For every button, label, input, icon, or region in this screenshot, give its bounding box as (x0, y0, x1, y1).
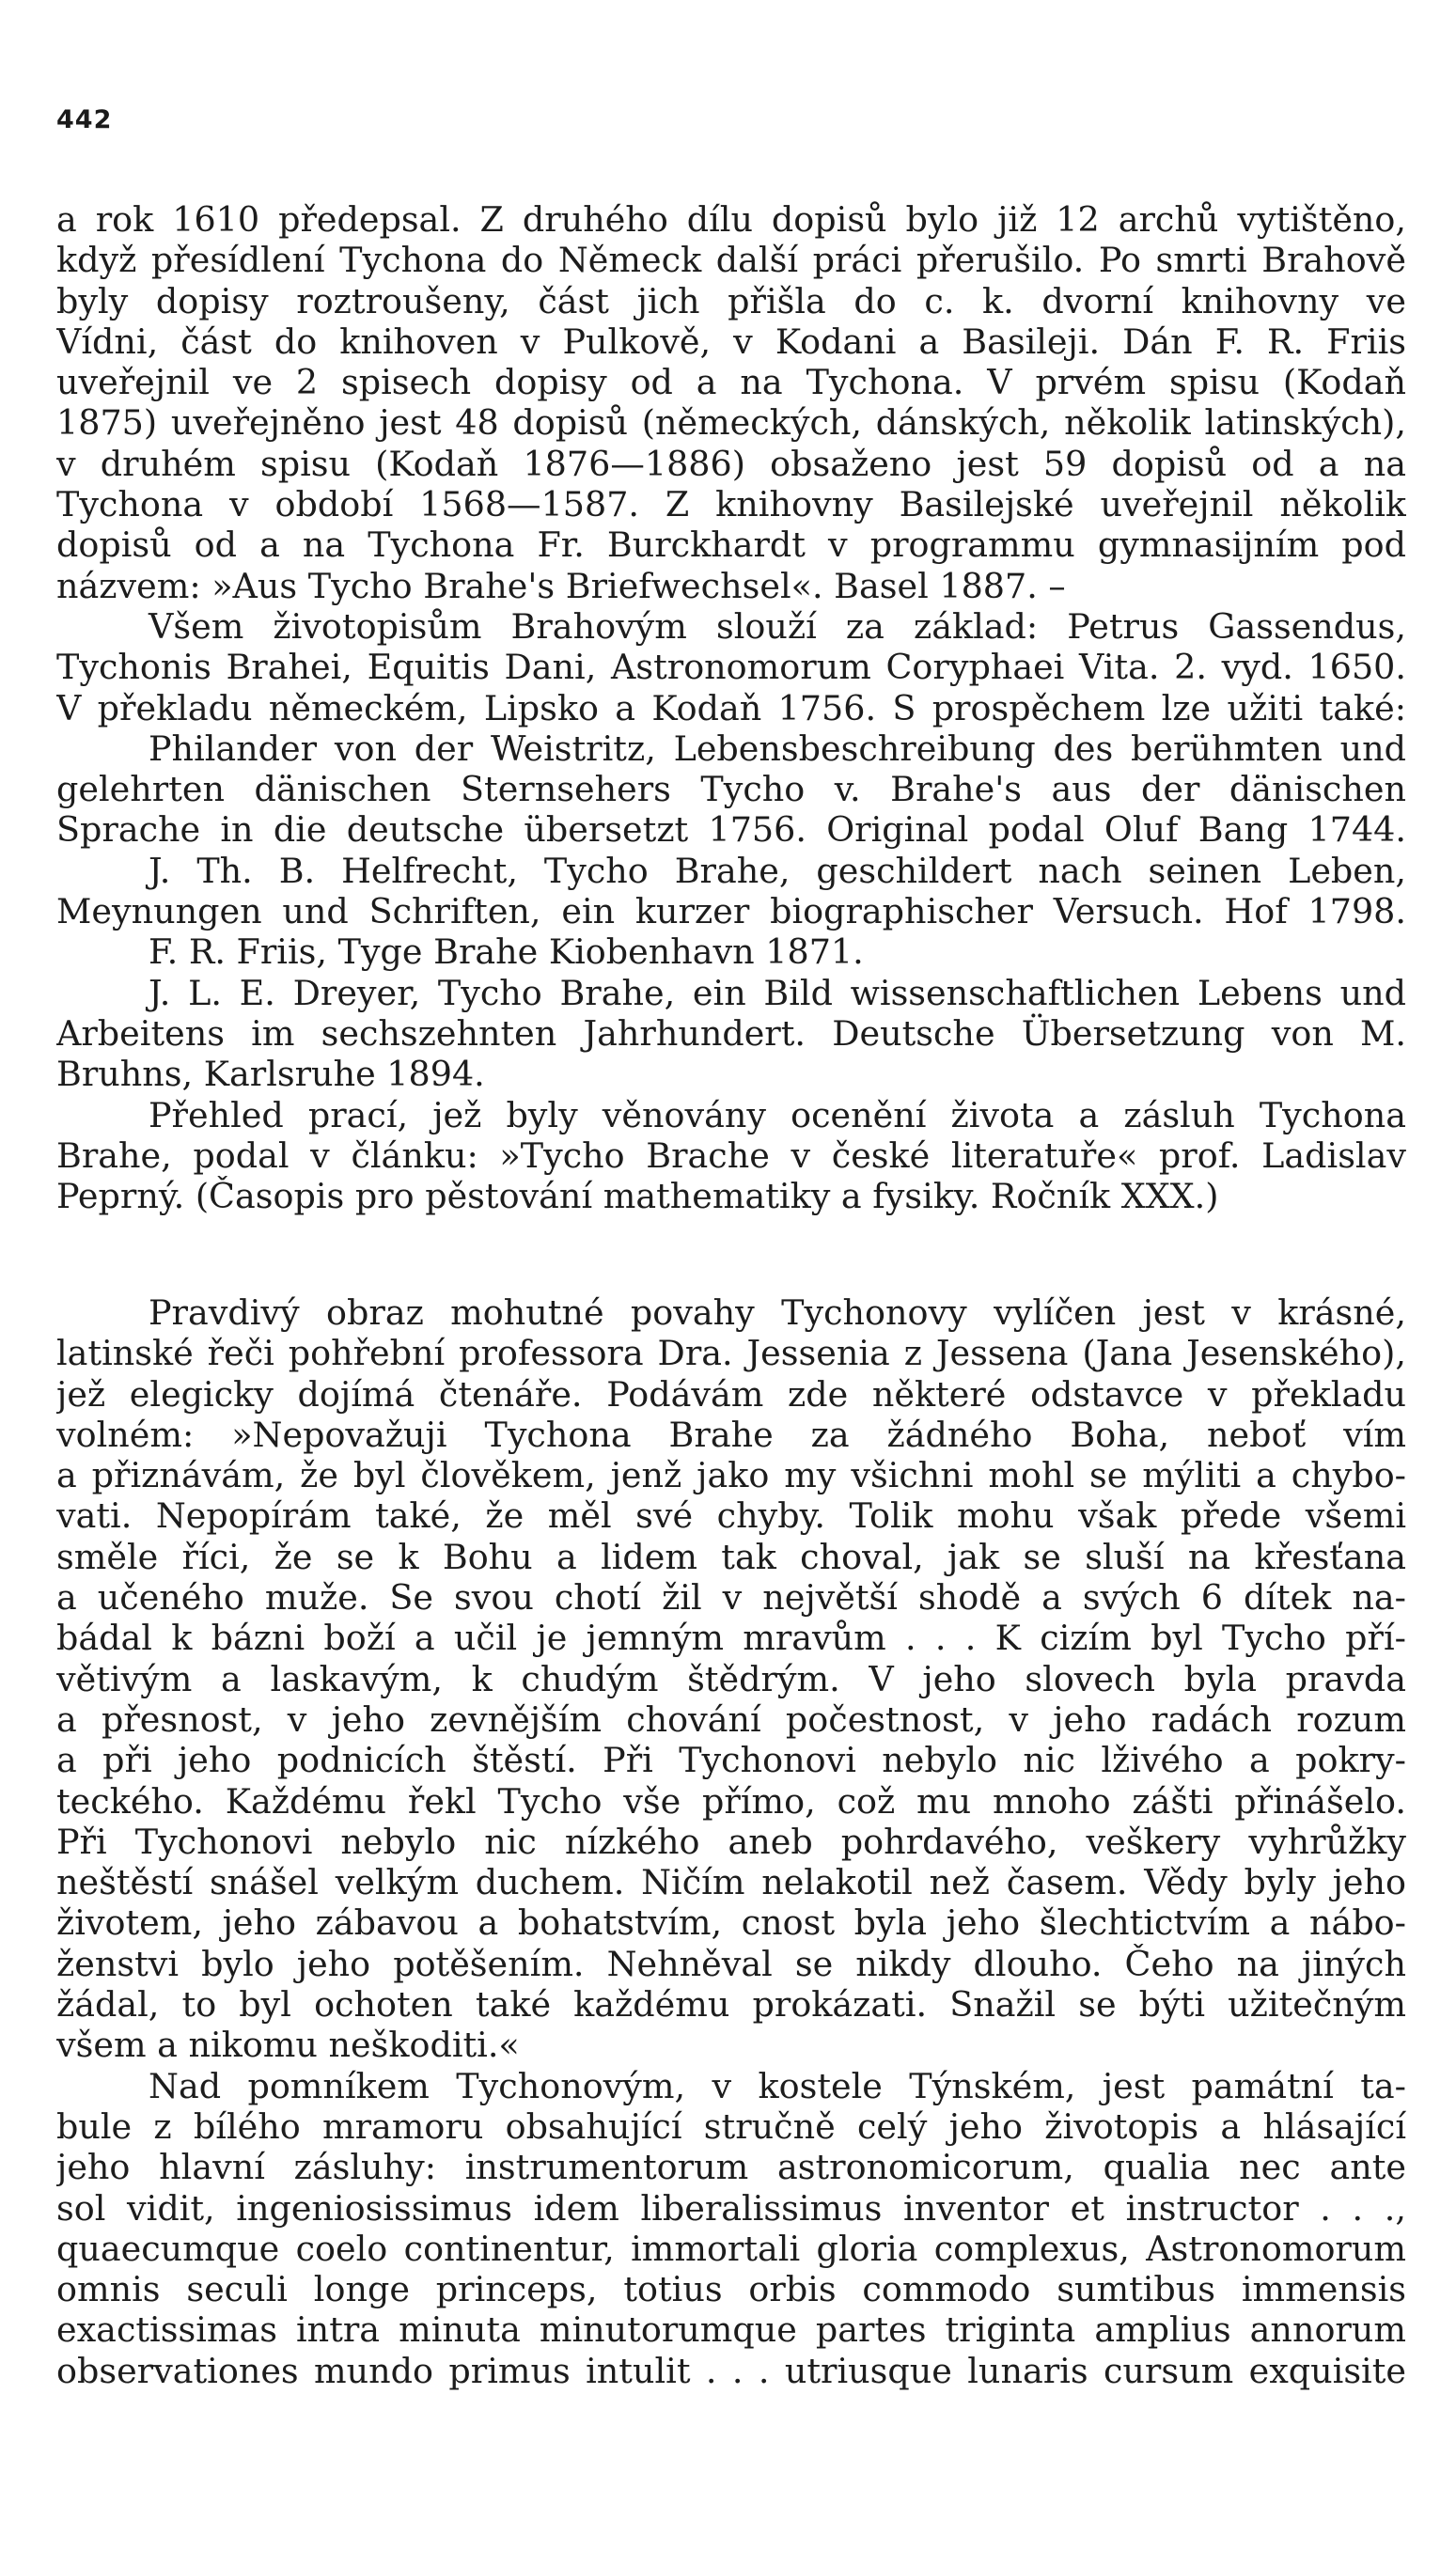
text-line: Arbeitens im sechszehnten Jahrhundert. Deutsche Übersetzung von M. (56, 1012, 1406, 1054)
text-line: když přesídlení Tychona do Německ další práci přerušilo. Po smrti Brahově (56, 240, 1406, 281)
text-line: Meynungen und Schriften, ein kurzer biographischer Versuch. Hof 1798. (56, 891, 1406, 932)
text-line: Sprache in die deutsche übersetzt 1756. Original podal Oluf Bang 1744. (56, 809, 1406, 851)
text-line: žádal, to byl ochoten také každému prokázati. Snažil se býti užitečným (56, 1984, 1406, 2026)
text-line: vati. Nepopírám také, že měl své chyby. Tolik mohu však přede všemi (56, 1495, 1406, 1537)
text-line: exactissimas intra minuta minutorumque partes triginta amplius annorum (56, 2309, 1406, 2351)
text-line: Vídni, část do knihoven v Pulkově, v Kodani a Basileji. Dán F. R. Friis (56, 321, 1406, 362)
text-line: V překladu německém, Lipsko a Kodaň 1756. S prospěchem lze užiti také: (56, 687, 1406, 728)
text-line: 1875) uveřejněno jest 48 dopisů (německých, dánských, několik latinských), (56, 402, 1406, 444)
text-line: bule z bílého mramoru obsahující stručně celý jeho životopis a hlásající (56, 2105, 1406, 2147)
text-line: sol vidit, ingeniosissimus idem liberalissimus inventor et instructor . . ., (56, 2187, 1406, 2229)
text-line: a rok 1610 předepsal. Z druhého dílu dopisů bylo již 12 archů vytištěno, (56, 199, 1406, 240)
text-line: dopisů od a na Tychona Fr. Burckhardt v programmu gymnasijním pod (56, 524, 1406, 566)
text-line: teckého. Každému řekl Tycho vše přímo, což mu mnoho zášti přinášelo. (56, 1780, 1406, 1822)
text-line: a přiznávám, že byl člověkem, jenž jako my všichni mohl se mýliti a chybo- (56, 1455, 1406, 1496)
text-line: jeho hlavní zásluhy: instrumentorum astronomicorum, qualia nec ante (56, 2147, 1406, 2188)
text-line: větivým a laskavým, k chudým štědrým. V jeho slovech byla pravda (56, 1658, 1406, 1699)
text-line: J. Th. B. Helfrecht, Tycho Brahe, geschildert nach seinen Leben, (149, 850, 1406, 891)
text-line: směle říci, že se k Bohu a lidem tak choval, jak se sluší na křesťana (56, 1536, 1406, 1577)
text-line: bádal k bázni boží a učil je jemným mravům . . . K cizím byl Tycho pří- (56, 1618, 1406, 1659)
text-line: Peprný. (Časopis pro pěstování mathematiky a fysiky. Ročník XXX.) (56, 1176, 1219, 1217)
text-line: Bruhns, Karlsruhe 1894. (56, 1054, 485, 1095)
text-line: jež elegicky dojímá čtenáře. Podávám zde některé odstavce v překladu (56, 1373, 1406, 1415)
text-line: F. R. Friis, Tyge Brahe Kiobenhavn 1871. (149, 931, 864, 973)
text-line: ženstvi bylo jeho potěšením. Nehněval se nikdy dlouho. Čeho na jiných (56, 1943, 1406, 1984)
text-line: všem a nikomu neškoditi.« (56, 2025, 520, 2066)
text-line: názvem: »Aus Tycho Brahe's Briefwechsel«. Basel 1887. – (56, 565, 1066, 606)
text-line: neštěstí snášel velkým duchem. Ničím nelakotil než časem. Vědy byly jeho (56, 1862, 1406, 1903)
text-line: latinské řeči pohřební professora Dra. Jessenia z Jessena (Jana Jesenského), (56, 1333, 1406, 1374)
page-number: 442 (56, 105, 113, 134)
text-line: uveřejnil ve 2 spisech dopisy od a na Tychona. V prvém spisu (Kodaň (56, 362, 1406, 403)
text-line: životem, jeho zábavou a bohatstvím, cnost byla jeho šlechtictvím a nábo- (56, 1902, 1406, 1944)
text-line: Přehled prací, jež byly věnovány ocenění života a zásluh Tychona (149, 1094, 1406, 1135)
text-line: byly dopisy roztroušeny, část jich přišla do c. k. dvorní knihovny ve (56, 280, 1406, 321)
text-line: Pravdivý obraz mohutné povahy Tychonovy vylíčen jest v krásné, (149, 1292, 1406, 1333)
text-line: Philander von der Weistritz, Lebensbeschreibung des berühmten und (149, 728, 1406, 769)
text-line: v druhém spisu (Kodaň 1876—1886) obsaženo jest 59 dopisů od a na (56, 443, 1406, 484)
text-line: J. L. E. Dreyer, Tycho Brahe, ein Bild wissenschaftlichen Lebens und (149, 972, 1406, 1013)
text-line: a přesnost, v jeho zevnějším chování počestnost, v jeho radách rozum (56, 1698, 1406, 1740)
text-line: Při Tychonovi nebylo nic nízkého aneb pohrdavého, veškery vyhrůžky (56, 1821, 1406, 1862)
text-line: volném: »Nepovažuji Tychona Brahe za žádného Boha, neboť vím (56, 1414, 1406, 1455)
text-line: Brahe, podal v článku: »Tycho Brache v české literatuře« prof. Ladislav (56, 1134, 1406, 1176)
text-line: gelehrten dänischen Sternsehers Tycho v. Brahe's aus der dänischen (56, 769, 1406, 810)
text-line: a při jeho podnicích štěstí. Při Tychonovi nebylo nic lživého a pokry- (56, 1740, 1406, 1781)
text-line: quaecumque coelo continentur, immortali gloria complexus, Astronomorum (56, 2228, 1406, 2269)
text-block-speech (56, 1292, 1406, 2391)
text-line: omnis seculi longe princeps, totius orbis commodo sumtibus immensis (56, 2269, 1406, 2310)
text-line: Tychona v období 1568—1587. Z knihovny Basilejské uveřejnil několik (56, 484, 1406, 525)
text-line: Tychonis Brahei, Equitis Dani, Astronomorum Coryphaei Vita. 2. vyd. 1650. (56, 647, 1406, 688)
text-block-sources (56, 199, 1406, 1216)
text-line: Nad pomníkem Tychonovým, v kostele Týnském, jest památní ta- (149, 2065, 1406, 2106)
text-line: Všem životopisům Brahovým slouží za základ: Petrus Gassendus, (149, 605, 1406, 647)
text-line: a učeného muže. Se svou chotí žil v největší shodě a svých 6 dítek na- (56, 1577, 1406, 1619)
text-line: observationes mundo primus intulit . . . utriusque lunaris cursum exquisite (56, 2350, 1406, 2391)
